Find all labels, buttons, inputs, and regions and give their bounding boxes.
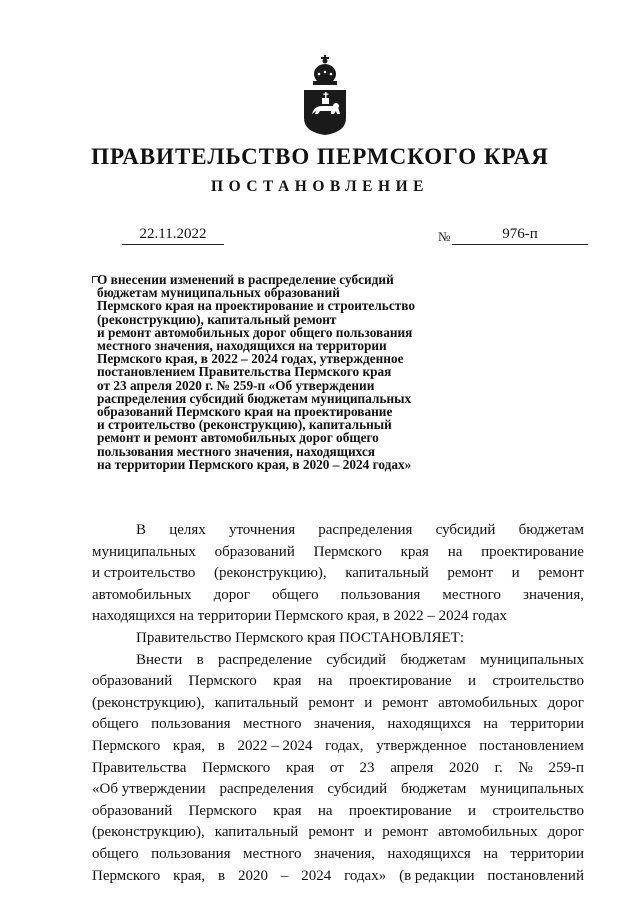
body-word: пользования xyxy=(151,845,231,862)
body-line: Правительство Пермского края ПОСТАНОВЛЯЕТ: xyxy=(136,629,465,646)
body-line: находящихся на территории Пермского края, в 2022 – 2024 годах xyxy=(92,608,508,625)
body-word: и xyxy=(467,673,476,690)
subject-line: (реконструкцию), капитальный ремонт xyxy=(97,311,337,327)
body-word: пользования xyxy=(151,716,231,733)
body-word: края, xyxy=(173,867,206,884)
subject-line: О внесении изменений в распределение субсидий xyxy=(97,272,394,287)
body-word: проектирование xyxy=(481,543,584,560)
document-subject xyxy=(97,273,477,471)
subject-line: распределения субсидий бюджетам муниципальных xyxy=(97,390,412,406)
perm-krai-coat-of-arms-icon xyxy=(300,52,350,136)
body-word: апреля xyxy=(390,759,434,776)
body-word: ремонт xyxy=(538,565,584,582)
body-word: Пермского xyxy=(188,673,257,690)
subject-line: местного значения, находящихся на территории xyxy=(97,338,387,354)
body-word: утвержденное xyxy=(376,737,467,754)
body-word: общего xyxy=(92,845,139,862)
body-word: субсидий xyxy=(327,781,388,798)
body-word: находящихся xyxy=(387,716,471,733)
body-word: местного xyxy=(243,845,302,862)
body-word: 2020 xyxy=(448,759,479,776)
subject-line: от 23 апреля 2020 г. № 259-п «Об утверждении xyxy=(97,377,375,393)
body-line xyxy=(92,822,584,844)
body-word: значения, xyxy=(523,586,584,603)
body-word: В xyxy=(136,522,147,538)
body-word: местного xyxy=(442,586,501,603)
body-word: строительство xyxy=(492,673,584,690)
body-word: территории xyxy=(510,845,584,862)
body-word: Пермского xyxy=(202,759,271,776)
body-word: № xyxy=(518,759,533,776)
body-word: находящихся xyxy=(387,845,471,862)
body-word: на xyxy=(317,802,333,819)
body-word: капитальный xyxy=(214,824,299,841)
body-word: бюджетам xyxy=(400,651,466,668)
subject-line: ремонт и ремонт автомобильных дорог общего xyxy=(97,430,379,446)
body-word: 2020 xyxy=(238,867,268,884)
body-word: автомобильных xyxy=(92,586,192,603)
body-word: муниципальных xyxy=(92,543,196,560)
body-word: ремонт xyxy=(308,694,355,711)
body-line xyxy=(92,844,584,866)
body-word: «Об утверждении xyxy=(92,781,206,798)
body-word: Правительства xyxy=(92,759,187,776)
body-word: дорог xyxy=(213,586,250,603)
body-word: годах» xyxy=(344,867,387,884)
subject-line: на территории Пермского края, в 2020 – 2024 годах» xyxy=(97,456,412,472)
body-word: субсидий xyxy=(326,651,387,668)
body-line xyxy=(92,542,584,564)
body-word: на xyxy=(483,845,498,862)
body-word: общего xyxy=(272,586,319,603)
body-word: (в редакции xyxy=(399,867,475,884)
body-word: капитальный xyxy=(345,565,429,582)
number-sign: № xyxy=(438,229,451,244)
body-line xyxy=(92,714,584,736)
subject-line: постановлением Правительства Пермского края xyxy=(97,364,392,380)
body-word: уточнения xyxy=(228,522,296,538)
body-word: в xyxy=(217,737,225,754)
subject-line: Пермского края на проектирование и строительство xyxy=(97,298,416,314)
body-word: г. xyxy=(494,759,503,776)
body-word: местного xyxy=(243,716,302,733)
subject-line: и строительство (реконструкцию), капитальный xyxy=(97,417,392,433)
body-word: и xyxy=(364,824,373,841)
body-word: постановлением xyxy=(479,737,584,754)
body-word: пользования xyxy=(340,586,421,603)
body-word: ремонт xyxy=(308,824,355,841)
body-line xyxy=(92,671,584,693)
body-word: 259-п xyxy=(548,759,584,776)
body-line xyxy=(92,650,584,672)
body-word: распределение xyxy=(218,651,312,668)
subject-line: и ремонт автомобильных дорог общего пользования xyxy=(97,324,413,340)
body-word: значения, xyxy=(313,845,375,862)
body-word: автомобильных xyxy=(438,694,538,711)
body-word: в xyxy=(218,867,226,884)
body-word: ремонт xyxy=(447,565,494,582)
subject-line: Пермского края, в 2022 – 2024 годах, утвержденное xyxy=(97,351,404,367)
body-line xyxy=(92,779,584,801)
body-word: 23 xyxy=(359,759,375,776)
body-word: бюджетам xyxy=(518,522,584,538)
body-word: (реконструкцию), xyxy=(92,694,205,711)
document-number: 976-п xyxy=(452,226,588,245)
body-word: муниципальных xyxy=(480,651,584,668)
body-word: образований xyxy=(92,673,173,690)
body-word: дорог xyxy=(547,694,584,711)
document-body xyxy=(92,520,584,887)
body-word: на xyxy=(483,716,498,733)
body-word: Пермского xyxy=(92,737,161,754)
body-word: Пермского xyxy=(188,802,257,819)
body-word: образований xyxy=(92,802,173,819)
document-date: 22.11.2022 xyxy=(122,226,224,245)
body-word: Пермского xyxy=(92,867,161,884)
body-line xyxy=(92,693,584,715)
body-word: от xyxy=(330,759,344,776)
body-word: и xyxy=(511,565,520,582)
body-word: общего xyxy=(92,716,139,733)
body-word: (реконструкцию), xyxy=(213,565,327,582)
government-title: ПРАВИТЕЛЬСТВО ПЕРМСКОГО КРАЯ xyxy=(91,144,549,169)
body-word: и строительство xyxy=(92,565,196,582)
body-word: значения, xyxy=(313,716,375,733)
body-word: годах, xyxy=(325,737,364,754)
body-line xyxy=(92,866,584,888)
body-line xyxy=(92,563,584,585)
body-line xyxy=(92,758,584,780)
body-word: субсидий xyxy=(435,522,496,538)
body-word: 2024 xyxy=(301,867,332,884)
body-word: распределения xyxy=(219,781,314,798)
body-line xyxy=(92,801,584,823)
body-word: края xyxy=(273,802,302,819)
body-word: в xyxy=(196,651,204,668)
body-word: автомобильных xyxy=(438,824,538,841)
body-word: (реконструкцию), xyxy=(92,824,205,841)
body-word: распределения xyxy=(318,522,413,538)
body-word: – xyxy=(280,867,289,884)
body-word: 2022 – 2024 xyxy=(237,737,313,754)
subject-line: пользования местного значения, находящихся xyxy=(97,443,375,459)
body-word: края xyxy=(285,759,315,776)
body-word: капитальный xyxy=(214,694,299,711)
body-line xyxy=(92,520,584,542)
body-word: края, xyxy=(172,737,206,754)
body-word: бюджетам xyxy=(400,781,467,798)
body-word: Внести xyxy=(136,651,183,668)
body-word: проектирование xyxy=(348,673,452,690)
body-word: строительство xyxy=(492,802,584,819)
body-word: Пермского xyxy=(313,543,382,560)
body-word: муниципальных xyxy=(480,781,584,798)
body-word: территории xyxy=(510,716,584,733)
body-word: целях xyxy=(169,522,206,538)
body-line xyxy=(92,585,584,607)
body-line xyxy=(92,736,584,758)
body-word: постановлений xyxy=(487,867,584,884)
body-word: края xyxy=(273,673,302,690)
document-type: ПОСТАНОВЛЕНИЕ xyxy=(211,178,429,195)
body-word: ремонт xyxy=(382,824,429,841)
body-word: ремонт xyxy=(382,694,429,711)
subject-line: образований Пермского края на проектирование xyxy=(97,404,393,420)
body-word: дорог xyxy=(547,824,584,841)
body-word: на xyxy=(447,543,463,560)
subject-line: бюджетам муниципальных образований xyxy=(97,285,340,301)
body-word: на xyxy=(317,673,333,690)
body-word: и xyxy=(364,694,373,711)
body-word: образований xyxy=(214,543,295,560)
body-word: и xyxy=(467,802,476,819)
body-word: проектирование xyxy=(348,802,452,819)
body-word: края xyxy=(400,543,429,560)
